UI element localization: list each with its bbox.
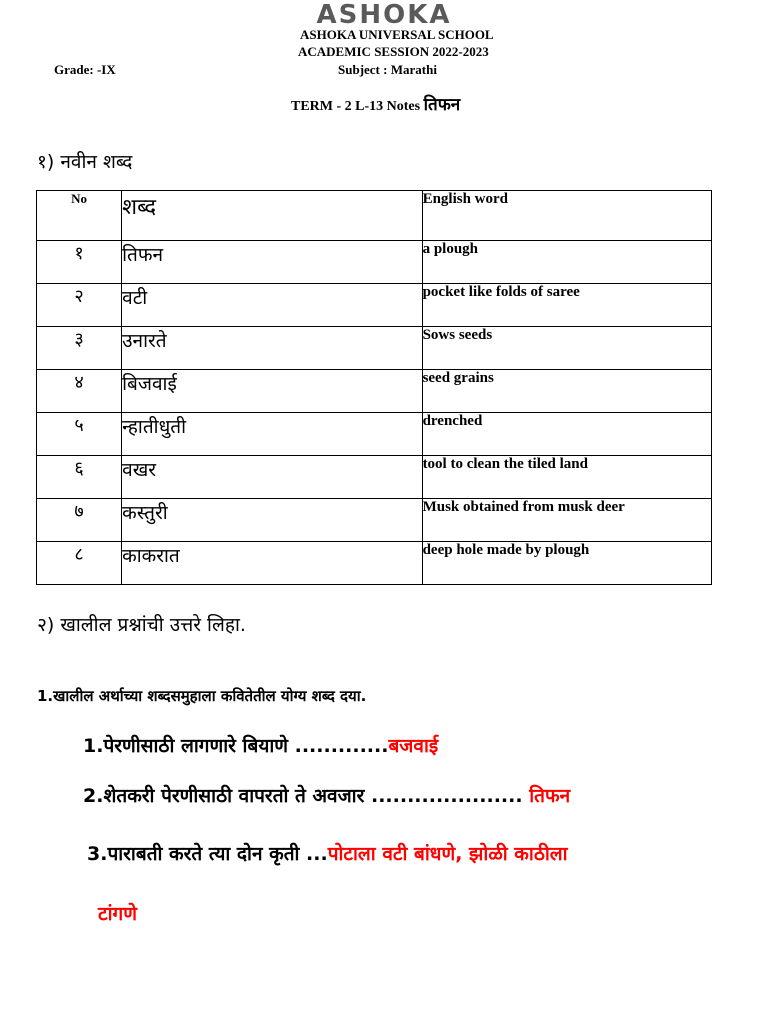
row-english: a plough	[422, 241, 711, 284]
row-number: ४	[37, 370, 122, 413]
term-label: TERM - 2 L-13 Notes	[291, 99, 421, 114]
table-row	[37, 241, 712, 284]
table-row	[37, 542, 712, 585]
row-english: pocket like folds of saree	[422, 284, 711, 327]
question-intro: 1.खालील अर्थाच्या शब्दसमुहाला कवितेतील योग्य शब्द दया.	[37, 687, 367, 705]
table-row	[37, 456, 712, 499]
table-row	[37, 413, 712, 456]
row-number: ७	[37, 499, 122, 542]
question-3-answer-continued: टांगणे	[98, 903, 137, 925]
grade-label: Grade: -IX	[54, 62, 116, 77]
column-header-english: English word	[422, 191, 711, 241]
column-header-word: शब्द	[122, 191, 422, 241]
row-word: वटी	[122, 284, 422, 327]
table-row	[37, 327, 712, 370]
school-logo: ASHOKA	[316, 0, 452, 30]
vocabulary-table	[36, 190, 712, 585]
row-number: ८	[37, 542, 122, 585]
row-word: वखर	[122, 456, 422, 499]
row-number: ६	[37, 456, 122, 499]
row-english: seed grains	[422, 370, 711, 413]
row-number: १	[37, 241, 122, 284]
question-2	[83, 782, 570, 808]
row-word: न्हातीधुती	[122, 413, 422, 456]
row-english: drenched	[422, 413, 711, 456]
question-1	[83, 732, 438, 758]
table-header-row	[37, 191, 712, 241]
row-word: कस्तुरी	[122, 499, 422, 542]
row-number: ५	[37, 413, 122, 456]
question-3	[87, 840, 568, 866]
question-3-text: 3.पाराबती करते त्या दोन कृती ...	[87, 843, 328, 865]
row-english: Musk obtained from musk deer	[422, 499, 711, 542]
row-number: २	[37, 284, 122, 327]
table-row	[37, 284, 712, 327]
question-2-answer: तिफन	[529, 785, 571, 807]
row-english: Sows seeds	[422, 327, 711, 370]
row-word: तिफन	[122, 241, 422, 284]
row-english: tool to clean the tiled land	[422, 456, 711, 499]
section-questions-title: २) खालील प्रश्नांची उत्तरे लिहा.	[37, 614, 246, 636]
academic-session: ACADEMIC SESSION 2022-2023	[298, 44, 489, 59]
row-english: deep hole made by plough	[422, 542, 711, 585]
row-word: बिजवाई	[122, 370, 422, 413]
table-row	[37, 499, 712, 542]
row-word: काकरात	[122, 542, 422, 585]
question-1-answer: बजवाई	[388, 735, 439, 757]
row-number: ३	[37, 327, 122, 370]
row-word: उनारते	[122, 327, 422, 370]
term-title	[291, 97, 460, 115]
question-1-text: 1.पेरणीसाठी लागणारे बियाणे .............	[83, 735, 389, 757]
question-3-answer: पोटाला वटी बांधणे, झोळी काठीला	[327, 843, 568, 865]
section-new-words-title: १) नवीन शब्द	[37, 151, 133, 173]
lesson-name: तिफन	[423, 95, 461, 115]
column-header-no: No	[37, 191, 122, 241]
school-name: ASHOKA UNIVERSAL SCHOOL	[300, 27, 494, 42]
subject-label: Subject : Marathi	[338, 62, 437, 77]
table-row	[37, 370, 712, 413]
question-2-text: 2.शेतकरी पेरणीसाठी वापरतो ते अवजार .....................	[83, 785, 530, 807]
